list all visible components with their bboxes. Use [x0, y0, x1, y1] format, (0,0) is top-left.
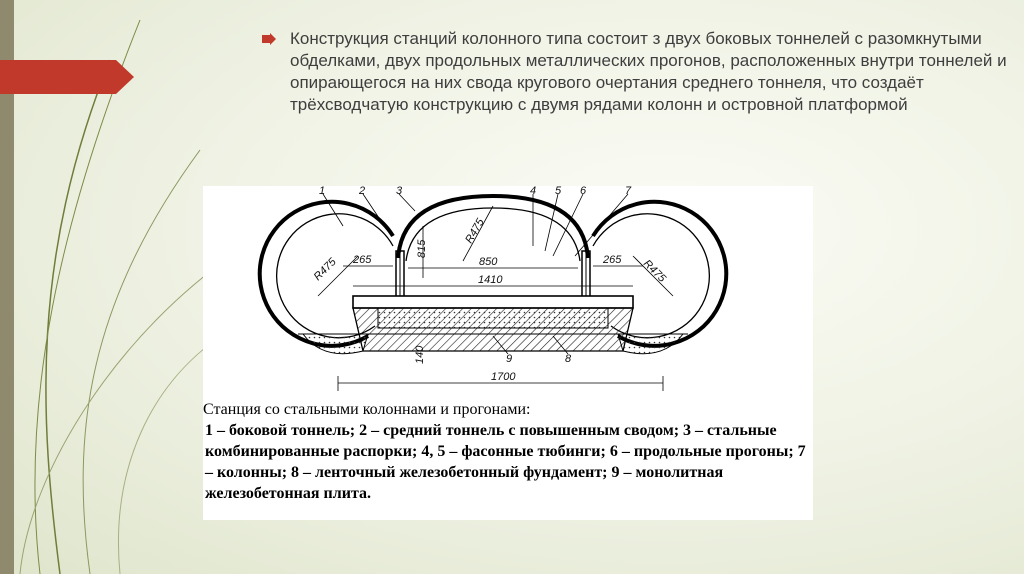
label-9: 9 — [506, 353, 513, 365]
dim-850: 850 — [479, 256, 498, 268]
dim-r475-right: R475 — [640, 257, 668, 285]
dim-r475-left: R475 — [311, 256, 339, 284]
bullet-text: Конструкция станций колонного типа состоит з двух боковых тоннелей с разомкнутыми обделками, двух продольных металлических прогонов, расположенных внутри тоннелей и опирающегося на них свода кругового очертания среднего тоннеля, что создаёт трёхсводчатую конструкцию с двумя рядами колонн и островной платформой — [290, 29, 1007, 114]
caption-title: Станция со стальными колоннами и прогонами: — [203, 401, 531, 418]
dim-r475-middle: R475 — [463, 216, 487, 246]
dim-265-left: 265 — [353, 254, 372, 266]
caption-legend: 1 – боковой тоннель; 2 – средний тоннель с повышенным сводом; 3 – стальные комбинированные распорки; 4, 5 – фасонные тюбинги; 6 – продольные прогоны; 7 – колонны; 8 – ленточный железобетонный фундамент; 9 – монолитная железобетонная плита. — [205, 422, 806, 502]
dim-265-right: 265 — [603, 254, 622, 266]
accent-arrow-shape — [0, 60, 134, 94]
label-2: 2 — [359, 186, 366, 197]
label-4: 4 — [530, 186, 537, 197]
label-6: 6 — [580, 186, 587, 197]
label-3: 3 — [396, 186, 403, 197]
dim-1700: 1700 — [491, 371, 516, 383]
dim-1410: 1410 — [478, 274, 503, 286]
station-figure — [203, 186, 813, 520]
station-cross-section-drawing — [203, 186, 813, 396]
label-1: 1 — [319, 186, 326, 197]
label-5: 5 — [555, 186, 562, 197]
figure-caption — [203, 399, 809, 504]
dim-815: 815 — [416, 239, 428, 258]
label-7: 7 — [625, 186, 632, 197]
label-8: 8 — [565, 353, 572, 365]
bullet-arrow-icon — [262, 33, 276, 45]
dim-140: 140 — [414, 345, 426, 364]
